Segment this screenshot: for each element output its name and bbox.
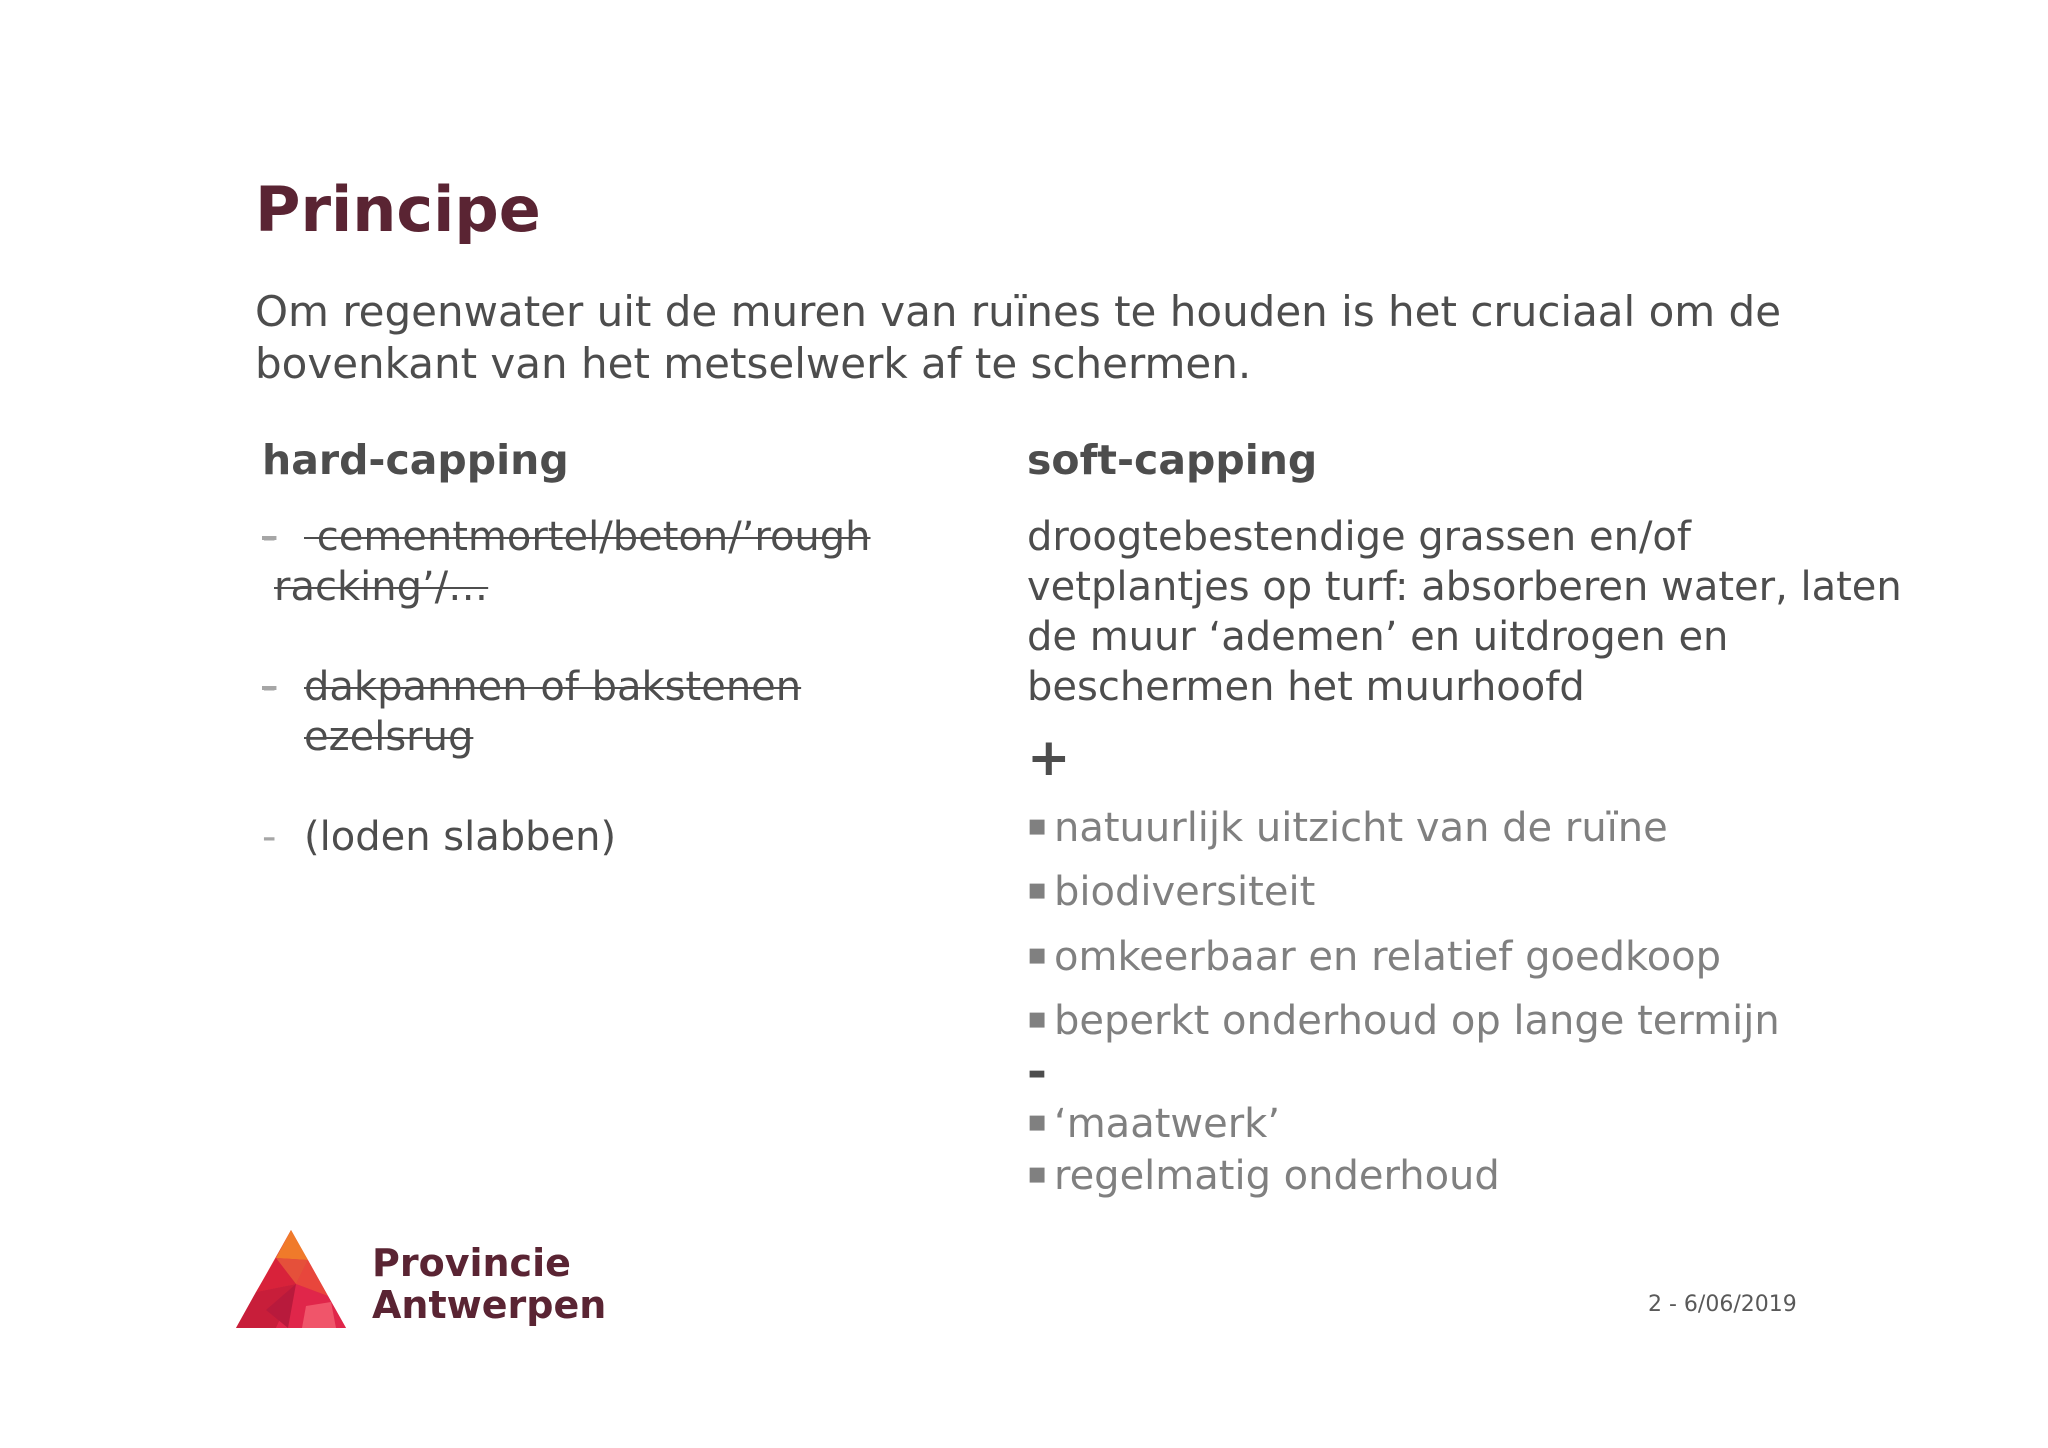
- con-item: [1027, 1096, 1280, 1150]
- hard-capping-item-line1: (loden slabben): [304, 814, 617, 860]
- dash-marker: -: [262, 814, 277, 860]
- pro-item: [1027, 993, 1780, 1047]
- hard-capping-item-line1: dakpannen of bakstenen: [304, 664, 802, 710]
- dash-marker: -: [262, 664, 277, 710]
- soft-capping-heading: soft-capping: [1027, 436, 1318, 484]
- pro-item: [1027, 929, 1721, 983]
- pro-item-text: natuurlijk uitzicht van de ruïne: [1054, 805, 1668, 851]
- con-item: [1027, 1148, 1500, 1202]
- cons-minus-sign: -: [1027, 1044, 1047, 1100]
- pro-item: [1027, 800, 1668, 854]
- bullet-icon: ▪: [1027, 1104, 1048, 1139]
- bullet-icon: ▪: [1027, 1156, 1048, 1191]
- pro-item-text: beperkt onderhoud op lange termijn: [1054, 998, 1780, 1044]
- page-number-date: 2 - 6/06/2019: [1648, 1292, 1797, 1317]
- pro-item-text: biodiversiteit: [1054, 869, 1316, 915]
- pro-item-text: omkeerbaar en relatief goedkoop: [1054, 934, 1722, 980]
- pro-item: [1027, 864, 1315, 918]
- hard-capping-heading: hard-capping: [262, 436, 569, 484]
- dash-marker: -: [262, 514, 277, 560]
- triangle-logo-icon: [236, 1226, 356, 1336]
- bullet-icon: ▪: [1027, 872, 1048, 907]
- bullet-icon: ▪: [1027, 808, 1048, 843]
- bullet-icon: ▪: [1027, 1001, 1048, 1036]
- hard-capping-item: [262, 812, 942, 862]
- pros-plus-sign: +: [1027, 728, 1071, 788]
- hard-capping-item-line2: ezelsrug: [304, 714, 474, 760]
- logo-line-antwerpen: Antwerpen: [372, 1283, 607, 1327]
- bullet-icon: ▪: [1027, 937, 1048, 972]
- con-item-text: regelmatig onderhoud: [1054, 1153, 1500, 1199]
- soft-capping-description: droogtebestendige grassen en/of vetplantjes op turf: absorberen water, laten de muur ‘ademen’ en uitdrogen en beschermen het muurhoofd: [1027, 514, 1902, 710]
- hard-capping-item-line2: racking’/…: [274, 564, 489, 610]
- logo-wordmark: [372, 1242, 606, 1326]
- con-item-text: ‘maatwerk’: [1054, 1101, 1281, 1147]
- hard-capping-item-line1: cementmortel/beton/’rough: [304, 514, 871, 560]
- hard-capping-item: [262, 662, 942, 762]
- logo-line-provincie: Provincie: [372, 1241, 571, 1285]
- slide-title: Principe: [255, 173, 541, 246]
- provincie-antwerpen-logo: [236, 1226, 607, 1336]
- intro-text: Om regenwater uit de muren van ruïnes te houden is het cruciaal om de bovenkant van het metselwerk af te schermen.: [255, 287, 1782, 388]
- hard-capping-item: [262, 512, 942, 612]
